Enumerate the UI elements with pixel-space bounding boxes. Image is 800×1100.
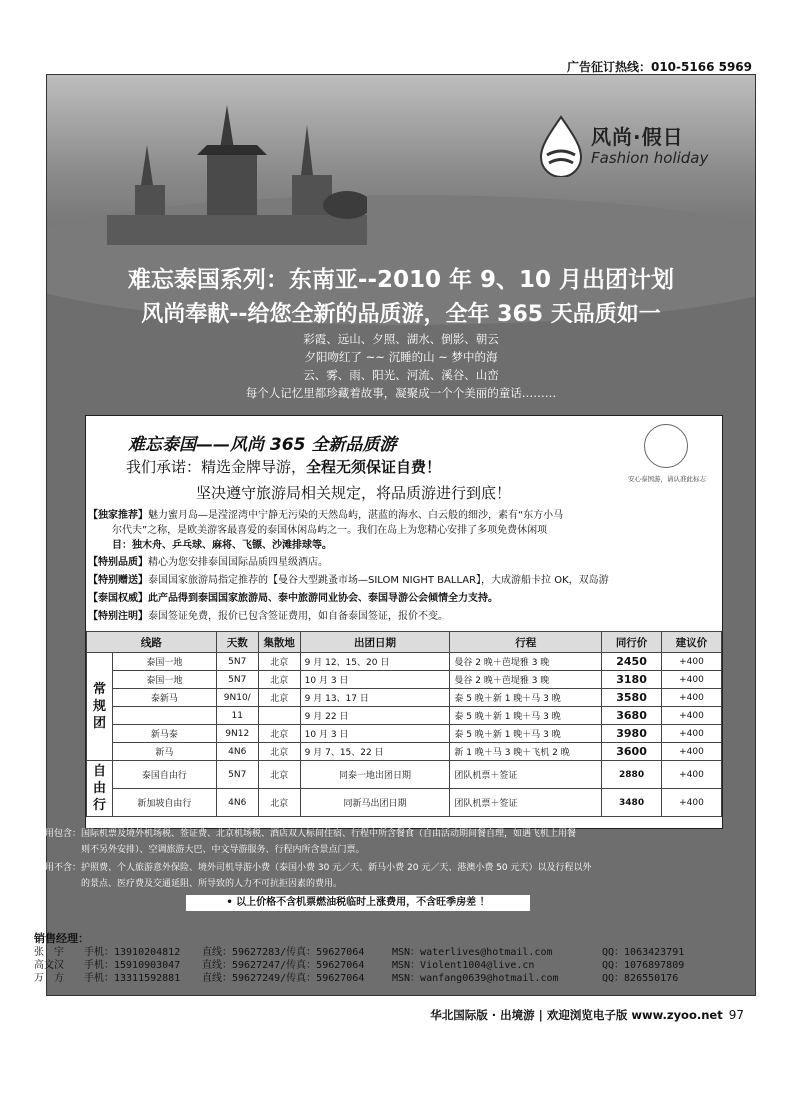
cell-city: 北京 (258, 653, 300, 671)
feature-tag: 【特别注明】 (88, 611, 148, 622)
cell-itinerary: 新 1 晚＋马 3 晚＋飞机 2 晚 (450, 743, 602, 761)
poem-line: 彩霞、远山、夕照、湖水、倒影、朝云 (303, 332, 499, 346)
temple-illustration (107, 95, 367, 245)
header-date: 出团日期 (300, 632, 450, 653)
contact-qq: QQ：826550176 (602, 973, 679, 984)
table-row (87, 671, 722, 689)
cell-itinerary: 团队机票＋签证 (450, 761, 602, 789)
poem-line: 每个人记忆里都珍藏着故事，凝聚成一个个美丽的童话……… (245, 386, 557, 400)
fee-included: 费用包含：国际机票及境外机场税、签证费、北京机场税、酒店双人标间住宿、行程中所含餐食（自由活动期间餐自理，如遇飞机上用餐 (36, 829, 577, 839)
feature-line (88, 609, 716, 624)
contact-qq: QQ：1076897809 (602, 960, 685, 971)
cell-city: 北京 (258, 671, 300, 689)
cell-suggest: +400 (662, 653, 722, 671)
table-header-row (87, 632, 722, 653)
header-city: 集散地 (258, 632, 300, 653)
cell-route: 泰国自由行 (112, 761, 216, 789)
cell-date: 9 月 7、15、22 日 (300, 743, 450, 761)
feature-text: 目：独木舟、乒乓球、麻将、飞镖、沙滩排球等。 (112, 540, 332, 551)
cell-days: 5N7 (216, 761, 258, 789)
cell-date: 9 月 12、15、20 日 (300, 653, 450, 671)
table-row (87, 689, 722, 707)
cell-city: 北京 (258, 743, 300, 761)
cell-date: 9 月 22 日 (300, 707, 450, 725)
sales-contacts (34, 930, 684, 985)
cell-price: 3180 (602, 671, 662, 689)
header-itinerary: 行程 (450, 632, 602, 653)
panel-title: 难忘泰国——风尚 365 全新品质游 (128, 435, 397, 455)
cell-route: 新马泰 (112, 725, 216, 743)
contact-tel: 直线：59627247/传真：59627064 (202, 960, 365, 971)
ad-hotline: 广告征订热线：010-5166 5969 (566, 60, 752, 74)
contact-row (34, 972, 684, 985)
cell-route: 新马 (112, 743, 216, 761)
header-route: 线路 (87, 632, 217, 653)
group-independent: 自由行 (87, 761, 113, 817)
cell-date: 9 月 13、17 日 (300, 689, 450, 707)
promise-line (126, 456, 441, 477)
cell-days: 9N10/ (216, 689, 258, 707)
feature-text: 精心为您安排泰国国际品质四星级酒店。 (148, 557, 328, 568)
header-suggest: 建议价 (662, 632, 722, 653)
seal-caption: 安心泰国游，请认准此标志 (628, 475, 706, 483)
cell-suggest: +400 (662, 689, 722, 707)
headline-offer: 风尚奉献--给您全新的品质游，全年 365 天品质如一 (141, 302, 661, 327)
table-row (87, 743, 722, 761)
resolve-line: 坚决遵守旅游局相关规定，将品质游进行到底！ (196, 484, 512, 502)
sales-title: 销售经理： (34, 932, 89, 945)
feature-text: 泰国签证免费，报价已包含签证费用，如自备泰国签证，报价不变。 (148, 611, 448, 622)
cell-price: 3680 (602, 707, 662, 725)
table-row (87, 789, 722, 817)
cell-price: 2880 (602, 761, 662, 789)
contact-mobile: 手机：13311592881 (84, 973, 181, 984)
promise-text: 我们承诺：精选金牌导游， (126, 458, 307, 476)
tour-info-panel (85, 415, 723, 829)
cell-suggest: +400 (662, 743, 722, 761)
cell-route: 泰国一地 (112, 671, 216, 689)
page-footer (430, 1007, 744, 1023)
cell-suggest: +400 (662, 707, 722, 725)
fee-included-cont: 则不另外安排）、空调旅游大巴、中文导游服务、行程内所含景点门票。 (36, 845, 365, 855)
feature-tag: 【特别赠送】 (88, 575, 148, 586)
table-row (87, 725, 722, 743)
tourism-seal (622, 424, 712, 494)
cell-price: 3600 (602, 743, 662, 761)
fee-excluded: 费用不含：护照费、个人旅游意外保险、境外司机导游小费（泰国小费 30 元／天、新马小费 20 元／天、港澳小费 50 元天）以及行程以外 (36, 863, 592, 873)
feature-line (88, 508, 716, 523)
cell-suggest: +400 (662, 725, 722, 743)
cell-city: 北京 (258, 789, 300, 817)
cell-days: 5N7 (216, 671, 258, 689)
cell-days: 4N6 (216, 789, 258, 817)
cell-date: 同新马出团日期 (300, 789, 450, 817)
cell-route: 泰新马 (112, 689, 216, 707)
cell-route (112, 707, 216, 725)
feature-line (88, 538, 716, 553)
seal-emblem-icon (644, 424, 688, 468)
contact-msn: MSN：Violent1004@live.cn (392, 960, 535, 971)
group-regular: 常规团 (87, 653, 113, 761)
footer-text: 华北国际版 · 出境游 | 欢迎浏览电子版 www.zyoo.net (430, 1008, 723, 1022)
promise-emphasis: 全程无须保证自费！ (306, 458, 442, 476)
brand-logo (537, 111, 737, 181)
cell-suggest: +400 (662, 761, 722, 789)
feature-line (88, 573, 716, 588)
cell-days: 4N6 (216, 743, 258, 761)
contact-msn: MSN：wanfang0639@hotmail.com (392, 973, 559, 984)
poem-line: 云、雾、雨、阳光、河流、溪谷、山峦 (303, 368, 499, 382)
cell-days: 9N12 (216, 725, 258, 743)
cell-city (258, 707, 300, 725)
table-row (87, 761, 722, 789)
brand-name-cn: 风尚·假日 (591, 125, 684, 149)
feature-text: 此产品得到泰国国家旅游局、泰中旅游同业协会、泰国导游公会倾情全力支持。 (148, 593, 498, 604)
feature-text: 魅力蜜月岛—是滢涩湾中宁静无污染的天然岛屿，湛蓝的海水、白云般的细沙，素有“东方小马 (148, 510, 564, 521)
departure-table (86, 631, 722, 817)
contact-tel: 直线：59627249/传真：59627064 (202, 973, 365, 984)
feature-text: 尔代夫”之称，是欧美游客最喜爱的泰国休闲岛屿之一。我们在岛上为您精心安排了多项免费休闲项 (112, 525, 548, 536)
contact-mobile: 手机：13910204812 (84, 947, 181, 958)
cell-route: 新加坡自由行 (112, 789, 216, 817)
poem-line: 夕阳吻红了 ~~ 沉睡的山 ~ 梦中的海 (304, 350, 498, 364)
cell-itinerary: 团队机票＋签证 (450, 789, 602, 817)
contact-name: 张 宇 (34, 947, 64, 958)
cell-itinerary: 泰 5 晚＋新 1 晚＋马 3 晚 (450, 725, 602, 743)
cell-suggest: +400 (662, 671, 722, 689)
cell-date: 同泰一地出团日期 (300, 761, 450, 789)
cell-city: 北京 (258, 725, 300, 743)
contact-qq: QQ：1063423791 (602, 947, 685, 958)
cell-date: 10 月 3 日 (300, 725, 450, 743)
cell-city: 北京 (258, 689, 300, 707)
feature-tag: 【泰国权威】 (88, 593, 148, 604)
cell-itinerary: 曼谷 2 晚＋芭堤雅 3 晚 (450, 671, 602, 689)
feature-tag: 【独家推荐】 (88, 510, 148, 521)
header-price: 同行价 (602, 632, 662, 653)
cell-itinerary: 泰 5 晚＋新 1 晚＋马 3 晚 (450, 689, 602, 707)
feature-tag: 【特别品质】 (88, 557, 148, 568)
contact-name: 万 方 (34, 973, 64, 984)
fee-excluded-cont: 的景点、医疗费及交通延阻、所导致的人力不可抗拒因素的费用。 (36, 879, 343, 889)
cell-itinerary: 曼谷 2 晚＋芭堤雅 3 晚 (450, 653, 602, 671)
drop-logo-icon (537, 115, 585, 177)
cell-route: 泰国一地 (112, 653, 216, 671)
page-number: 97 (728, 1008, 744, 1022)
contact-msn: MSN：waterlives@hotmail.com (392, 947, 553, 958)
contact-row (34, 946, 684, 959)
cell-price: 3580 (602, 689, 662, 707)
cell-price: 2450 (602, 653, 662, 671)
cell-days: 11 (216, 707, 258, 725)
contact-row (34, 959, 684, 972)
cell-date: 10 月 3 日 (300, 671, 450, 689)
cell-days: 5N7 (216, 653, 258, 671)
cell-price: 3980 (602, 725, 662, 743)
cell-itinerary: 泰 5 晚＋新 1 晚＋马 3 晚 (450, 707, 602, 725)
cell-price: 3480 (602, 789, 662, 817)
price-note: • 以上价格不含机票燃油税临时上涨费用，不含旺季房差 ！ (186, 895, 530, 911)
table-row (87, 707, 722, 725)
table-row (87, 653, 722, 671)
cell-city: 北京 (258, 761, 300, 789)
header-days: 天数 (216, 632, 258, 653)
feature-line (88, 591, 716, 606)
headline-series: 难忘泰国系列：东南亚--2010 年 9、10 月出团计划 (127, 267, 675, 293)
contact-name: 高文汉 (34, 960, 64, 971)
contact-tel: 直线：59627283/传真：59627064 (202, 947, 365, 958)
feature-line (88, 523, 716, 538)
cell-suggest: +400 (662, 789, 722, 817)
brand-name-en: Fashion holiday (591, 149, 709, 167)
contact-mobile: 手机：15910903047 (84, 960, 181, 971)
feature-line (88, 555, 716, 570)
feature-text: 泰国国家旅游局指定推荐的【曼谷大型跳蚤市场—SILOM NIGHT BALLAR】，大成游船卡拉 OK，双岛游 (148, 575, 609, 586)
